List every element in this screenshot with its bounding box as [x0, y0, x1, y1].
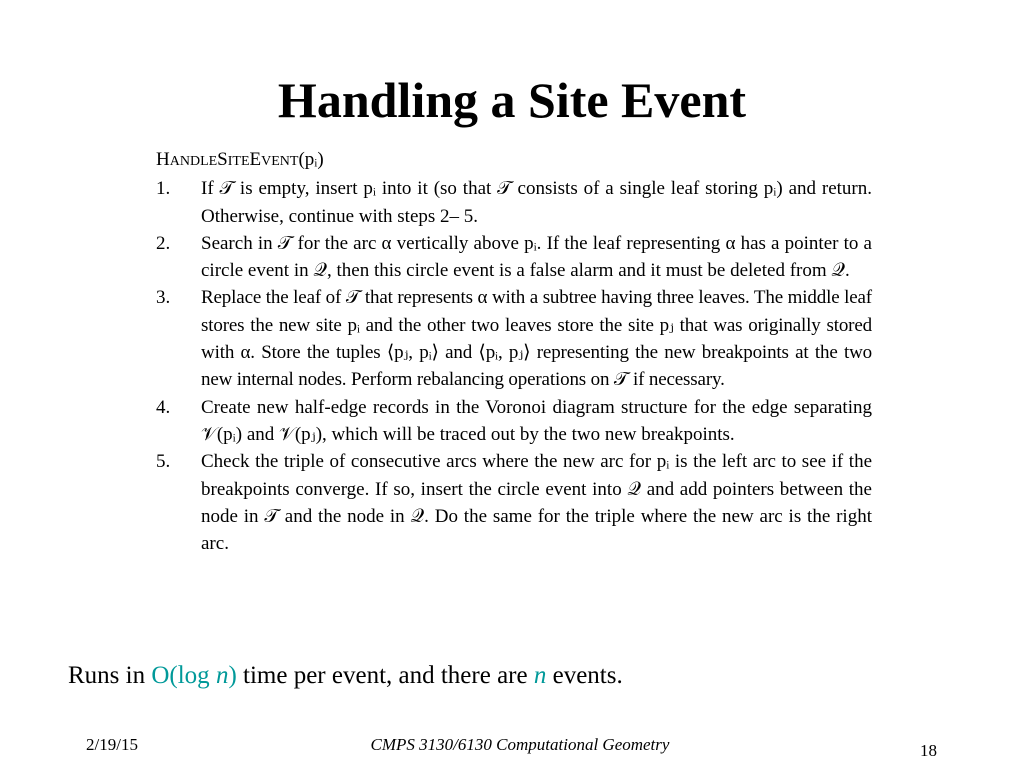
summary-suffix: events.	[546, 662, 623, 689]
step-number: 4.	[156, 396, 171, 418]
algorithm-step-5	[156, 448, 872, 557]
step-text: If 𝒯 is empty, insert pᵢ into it (so that 𝒯 consists of a single leaf storing pᵢ) and return. Otherwise, continue with steps 2– 5.	[201, 178, 872, 227]
step-number: 1.	[156, 178, 171, 200]
algorithm-step-2	[156, 230, 872, 285]
header-args: (pᵢ)	[298, 149, 324, 170]
algorithm-header	[156, 146, 872, 175]
algorithm-step-1	[156, 175, 872, 230]
header-letter-h: H	[156, 149, 170, 170]
step-text: Search in 𝒯 for the arc α vertically above pᵢ. If the leaf representing α has a pointer to a circle event in 𝒬, then this circle event is a false alarm and it must be deleted from 𝒬.	[201, 232, 872, 282]
complexity-expression	[151, 662, 236, 689]
footer-page-number: 18	[920, 741, 937, 760]
step-number: 2.	[156, 232, 171, 254]
complexity-prefix: O(log	[151, 662, 216, 689]
step-number: 3.	[156, 287, 171, 309]
complexity-suffix: )	[228, 662, 237, 689]
step-text: Check the triple of consecutive arcs where the new arc for pᵢ is the left arc to see if the breakpoints converge. If so, insert the circle event into 𝒬 and add pointers between the node in 𝒯 and the node in 𝒬. Do the same for the triple where the new arc is the right arc.	[201, 451, 872, 555]
step-number: 5.	[156, 451, 171, 473]
summary-prefix: Runs in	[68, 662, 152, 689]
algorithm-step-3	[156, 284, 872, 393]
header-smallcaps-ite: ITE	[227, 154, 250, 169]
summary-middle: time per event, and there are	[236, 662, 534, 689]
event-count-variable: n	[533, 662, 547, 689]
runtime-summary	[68, 660, 623, 692]
algorithm-block	[156, 146, 872, 557]
footer-course-title: CMPS 3130/6130 Computational Geometry	[370, 735, 670, 754]
header-smallcaps-vent: VENT	[261, 154, 299, 169]
header-letter-e: E	[249, 149, 262, 170]
complexity-variable: n	[215, 662, 229, 689]
step-text: Create new half-edge records in the Voronoi diagram structure for the edge separating 𝒱(pᵢ) and 𝒱(pⱼ), which will be traced out by the two new breakpoints.	[201, 396, 872, 445]
step-text: Replace the leaf of 𝒯 that represents α with a subtree having three leaves. The middle leaf stores the new site pᵢ and the other two leaves store the site pⱼ that was originally stored with α. Store the tuples ⟨pⱼ, pᵢ⟩ and ⟨pᵢ, pⱼ⟩ representing the new breakpoints at the two new internal nodes. Perform rebalancing operations on 𝒯 if necessary.	[201, 287, 872, 391]
footer-date: 2/19/15	[86, 735, 138, 754]
header-letter-s: S	[217, 149, 228, 170]
header-smallcaps-andle: ANDLE	[169, 154, 218, 169]
slide-title: Handling a Site Event	[277, 72, 747, 128]
algorithm-step-4	[156, 394, 872, 449]
